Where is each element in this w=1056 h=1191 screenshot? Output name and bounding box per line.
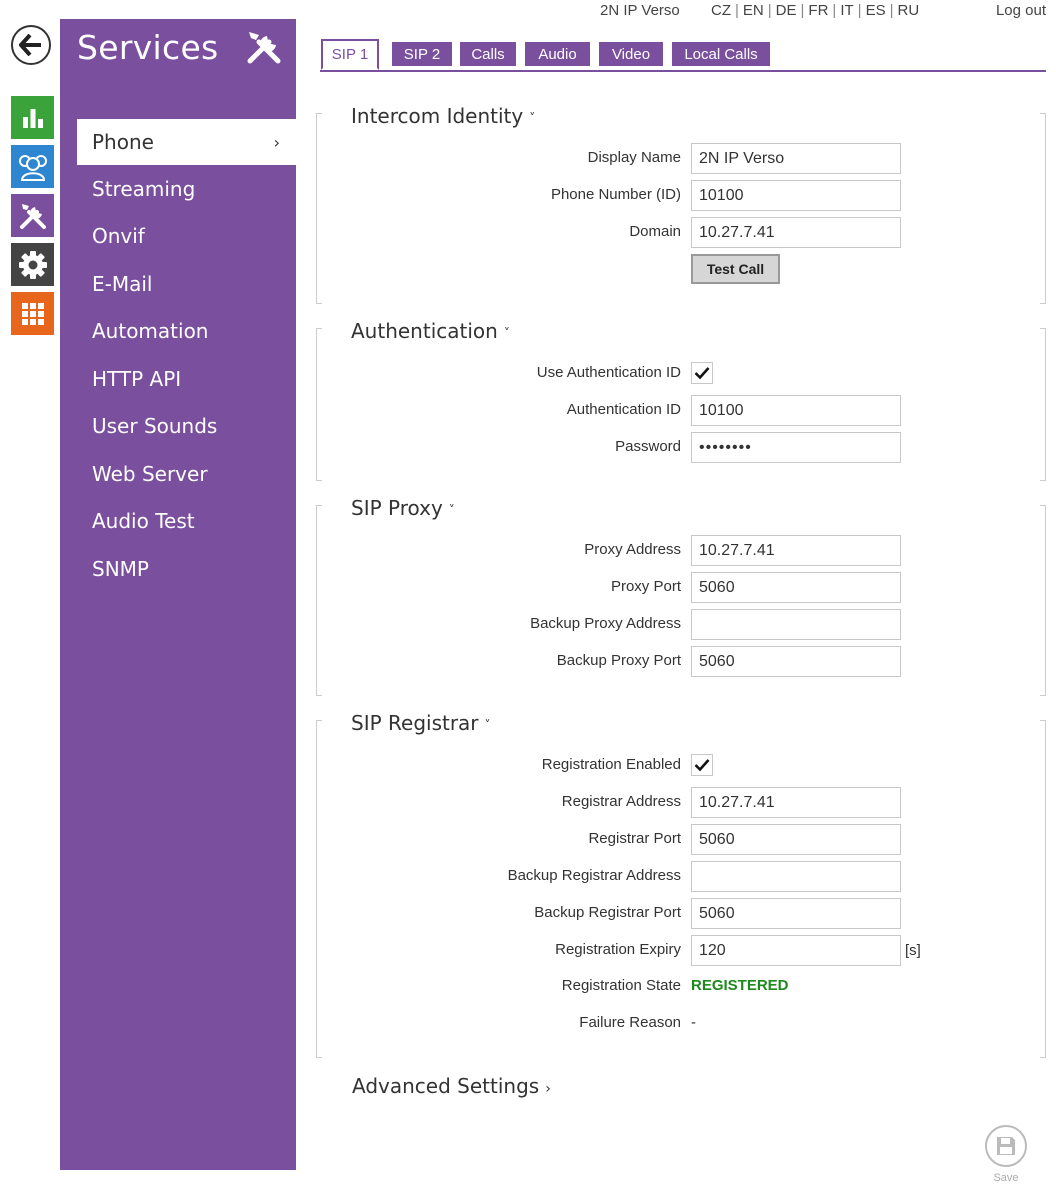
lang-fr[interactable]: FR [808,2,829,19]
chevron-right-icon: › [545,1081,551,1097]
phone-number-input[interactable] [691,180,901,211]
registration-state-label: Registration State [561,977,681,994]
save-button[interactable] [983,1125,1029,1184]
lang-en[interactable]: EN [742,2,764,19]
sidebar-item-http-api[interactable] [77,355,296,403]
registrar-port-input[interactable] [691,824,901,855]
auth-section-title[interactable] [351,319,514,343]
registration-expiry-row [316,935,1046,966]
backup-registrar-port-input[interactable] [691,898,901,929]
tools-icon [244,27,284,72]
backup-proxy-address-input[interactable] [691,609,901,640]
section-title-label: SIP Proxy [351,496,443,520]
tab-audio[interactable]: Audio [525,42,590,66]
auth-id-label: Authentication ID [566,401,681,418]
section-title-label: Intercom Identity [351,104,524,128]
failure-reason-row [316,1009,1046,1040]
users-icon [16,152,50,182]
lang-de[interactable]: DE [775,2,797,19]
rail-settings-button[interactable] [11,243,54,286]
registration-expiry-input[interactable] [691,935,901,966]
password-input[interactable] [691,432,901,463]
section-title-label: SIP Registrar [351,711,479,735]
backup-proxy-port-input[interactable] [691,646,901,677]
logout-link[interactable]: Log out [995,2,1046,19]
backup-proxy-address-label: Backup Proxy Address [530,615,681,632]
sidebar-item-label: SNMP [92,556,149,581]
password-label: Password [615,438,681,455]
domain-input[interactable] [691,217,901,248]
sidebar-item-label: E-Mail [92,271,153,296]
lang-separator: | [800,2,805,19]
back-button[interactable] [11,25,51,65]
chevron-down-icon: ˅ [503,325,510,340]
registrar-address-row [316,787,1046,818]
proxy-address-row [316,535,1046,566]
domain-row [316,217,1046,248]
display-name-input[interactable] [691,143,901,174]
backup-proxy-port-row [316,646,1046,677]
gear-icon [18,250,48,280]
backup-registrar-address-row [316,861,1046,892]
backup-proxy-address-row [316,609,1046,640]
sidebar-item-audio-test[interactable] [77,498,296,546]
device-name: 2N IP Verso [600,2,680,19]
password-row [316,432,1046,463]
failure-reason-label: Failure Reason [579,1014,681,1031]
registrar-port-row [316,824,1046,855]
proxy-section-title[interactable] [351,496,459,520]
language-switcher [711,2,919,19]
lang-it[interactable]: IT [840,2,854,19]
sidebar-item-snmp[interactable] [77,545,296,593]
sidebar-item-label: Onvif [92,224,145,249]
sidebar-item-label: User Sounds [92,414,218,439]
proxy-port-input[interactable] [691,572,901,603]
lang-separator: | [832,2,837,19]
chevron-right-icon: › [273,132,280,152]
sidebar-item-label: Streaming [92,176,196,201]
checkmark-icon [694,366,710,380]
registrar-port-label: Registrar Port [588,830,681,847]
registrar-section [316,711,1046,1058]
checkmark-icon [694,758,710,772]
proxy-address-label: Proxy Address [584,541,681,558]
sidebar-item-streaming[interactable] [77,165,296,213]
domain-label: Domain [629,223,681,240]
backup-registrar-port-label: Backup Registrar Port [534,904,681,921]
chevron-down-icon: ˅ [529,110,536,125]
app-rail [0,0,60,1191]
chevron-down-icon: ˅ [484,717,491,732]
registration-enabled-row [316,751,1046,782]
advanced-settings-label: Advanced Settings [352,1074,540,1098]
test-call-row [316,254,1046,285]
sidebar-item-label: Web Server [92,461,208,486]
floppy-disk-icon [995,1135,1017,1157]
sidebar-item-label: Audio Test [92,509,195,534]
tab-sip-2[interactable]: SIP 2 [392,42,452,66]
proxy-port-label: Proxy Port [610,578,681,595]
sidebar-item-user-sounds[interactable] [77,403,296,451]
proxy-section [316,496,1046,696]
auth-section [316,319,1046,481]
phone-number-label: Phone Number (ID) [550,186,681,203]
chevron-down-icon: ˅ [448,502,455,517]
sidebar-item-label: Phone [92,130,154,154]
tab-calls[interactable]: Calls [460,42,516,66]
registrar-address-input[interactable] [691,787,901,818]
grid-icon [20,301,46,327]
lang-ru[interactable]: RU [897,2,920,19]
registrar-address-label: Registrar Address [561,793,681,810]
identity-section [316,104,1046,304]
test-call-button[interactable]: Test Call [691,254,780,284]
registration-state-row [316,972,1046,1003]
rail-services-button[interactable] [11,194,54,237]
bar-chart-icon [20,105,46,131]
lang-separator: | [735,2,739,19]
expiry-unit: [s] [905,942,921,959]
phone-number-row [316,180,1046,211]
rail-status-button[interactable] [11,96,54,139]
sidebar-item-automation[interactable] [77,308,296,356]
sidebar-item-label: Automation [92,319,209,344]
registration-expiry-label: Registration Expiry [555,941,681,958]
lang-cz[interactable]: CZ [711,2,731,19]
display-name-label: Display Name [587,149,681,166]
sidebar-item-email[interactable] [77,260,296,308]
sidebar-item-phone[interactable] [77,119,296,165]
lang-separator: | [857,2,862,19]
tab-video[interactable]: Video [599,42,663,66]
auth-id-input[interactable] [691,395,901,426]
failure-reason-value: - [691,1014,696,1031]
backup-registrar-port-row [316,898,1046,929]
identity-section-title[interactable] [351,104,539,128]
lang-es[interactable]: ES [865,2,886,19]
tab-bar [320,40,1046,72]
backup-proxy-port-label: Backup Proxy Port [556,652,681,669]
save-circle [985,1125,1027,1167]
backup-registrar-address-input[interactable] [691,861,901,892]
backup-registrar-address-label: Backup Registrar Address [507,867,681,884]
sidebar-nav [77,119,296,593]
auth-id-row [316,395,1046,426]
rail-system-button[interactable] [11,292,54,335]
registration-enabled-label: Registration Enabled [541,756,681,773]
rail-directory-button[interactable] [11,145,54,188]
advanced-settings-toggle[interactable] [352,1074,551,1098]
sidebar-item-web-server[interactable] [77,450,296,498]
lang-separator: | [889,2,894,19]
sidebar [60,19,296,1170]
section-title-label: Authentication [351,319,498,343]
proxy-port-row [316,572,1046,603]
sidebar-title: Services [77,28,219,67]
use-auth-id-checkbox[interactable] [691,362,713,384]
tools-icon [17,200,49,232]
sidebar-item-label: HTTP API [92,366,182,391]
tab-sip-1[interactable]: SIP 1 [321,39,379,70]
use-auth-id-label: Use Authentication ID [536,364,681,381]
use-auth-id-row [316,359,1046,390]
registrar-section-title[interactable] [351,711,495,735]
proxy-address-input[interactable] [691,535,901,566]
tab-local-calls[interactable]: Local Calls [672,42,770,66]
sidebar-item-onvif[interactable] [77,213,296,261]
lang-separator: | [767,2,772,19]
registration-enabled-checkbox[interactable] [691,754,713,776]
arrow-left-icon [19,34,43,56]
display-name-row [316,143,1046,174]
registration-state-value: REGISTERED [691,977,789,994]
top-bar [0,2,1056,22]
save-label: Save [993,1172,1019,1184]
